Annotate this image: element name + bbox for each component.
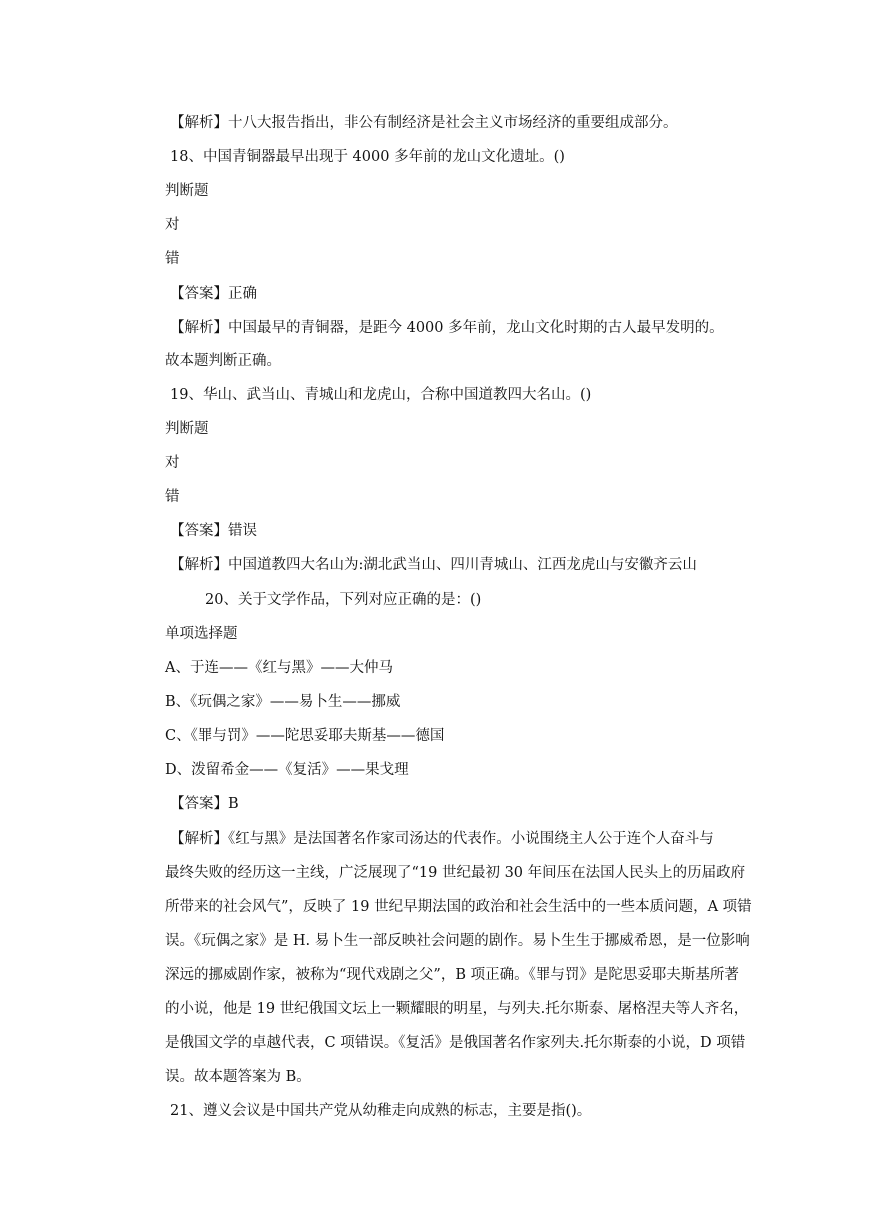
- question-20-analysis-line-2: 最终失败的经历这一主线，广泛展现了“19 世纪最初 30 年间压在法国人民头上的历届政府: [165, 865, 746, 881]
- question-20-option-a: A、于连——《红与黑》——大仲马: [165, 660, 393, 676]
- question-20-type: 单项选择题: [165, 626, 238, 642]
- question-19-option-false: 错: [165, 489, 180, 505]
- question-20-analysis-line-6: 的小说，他是 19 世纪俄国文坛上一颗耀眼的明星，与列夫.托尔斯泰、屠格涅夫等人齐名，: [165, 1001, 749, 1017]
- question-20-option-d: D、泼留希金——《复活》——果戈理: [165, 762, 409, 778]
- question-18-analysis: 【解析】中国最早的青铜器，是距今 4000 多年前，龙山文化时期的古人最早发明的。: [170, 320, 724, 336]
- question-20-option-c: C、《罪与罚》——陀思妥耶夫斯基——德国: [165, 728, 445, 744]
- question-19: 19、华山、武当山、青城山和龙虎山，合称中国道教四大名山。(): [170, 387, 592, 403]
- question-18: 18、中国青铜器最早出现于 4000 多年前的龙山文化遗址。(): [170, 149, 565, 165]
- analysis-17: 【解析】十八大报告指出，非公有制经济是社会主义市场经济的重要组成部分。: [170, 115, 678, 131]
- question-18-option-true: 对: [165, 217, 180, 233]
- question-20-analysis-line-7: 是俄国文学的卓越代表，C 项错误。《复活》是俄国著名作家列夫.托尔斯泰的小说，D 项错: [165, 1035, 746, 1051]
- question-18-analysis-cont: 故本题判断正确。: [165, 353, 281, 369]
- question-20: 20、关于文学作品，下列对应正确的是：(): [205, 592, 482, 608]
- question-19-type: 判断题: [165, 421, 209, 437]
- question-20-answer: 【答案】B: [170, 796, 239, 812]
- question-18-answer: 【答案】正确: [170, 286, 257, 302]
- question-18-option-false: 错: [165, 251, 180, 267]
- question-18-type: 判断题: [165, 183, 209, 199]
- question-20-analysis-line-5: 深远的挪威剧作家，被称为“现代戏剧之父”，B 项正确。《罪与罚》是陀思妥耶夫斯基所著: [165, 967, 739, 983]
- question-19-answer: 【答案】错误: [170, 523, 257, 539]
- question-19-analysis: 【解析】中国道教四大名山为:湖北武当山、四川青城山、江西龙虎山与安徽齐云山: [170, 557, 697, 573]
- question-21: 21、遵义会议是中国共产党从幼稚走向成熟的标志，主要是指()。: [170, 1103, 592, 1119]
- question-20-analysis-line-1: 【解析】《红与黑》是法国著名作家司汤达的代表作。小说围绕主人公于连个人奋斗与: [170, 831, 714, 847]
- question-20-analysis-line-8: 误。故本题答案为 B。: [165, 1069, 311, 1085]
- question-20-analysis-line-3: 所带来的社会风气”，反映了 19 世纪早期法国的政治和社会生活中的一些本质问题，A 项错: [165, 899, 752, 915]
- question-20-analysis-line-4: 误。《玩偶之家》是 H. 易卜生一部反映社会问题的剧作。易卜生生于挪威希恩，是一位影响: [165, 933, 750, 949]
- question-20-option-b: B、《玩偶之家》——易卜生——挪威: [165, 694, 401, 710]
- question-19-option-true: 对: [165, 455, 180, 471]
